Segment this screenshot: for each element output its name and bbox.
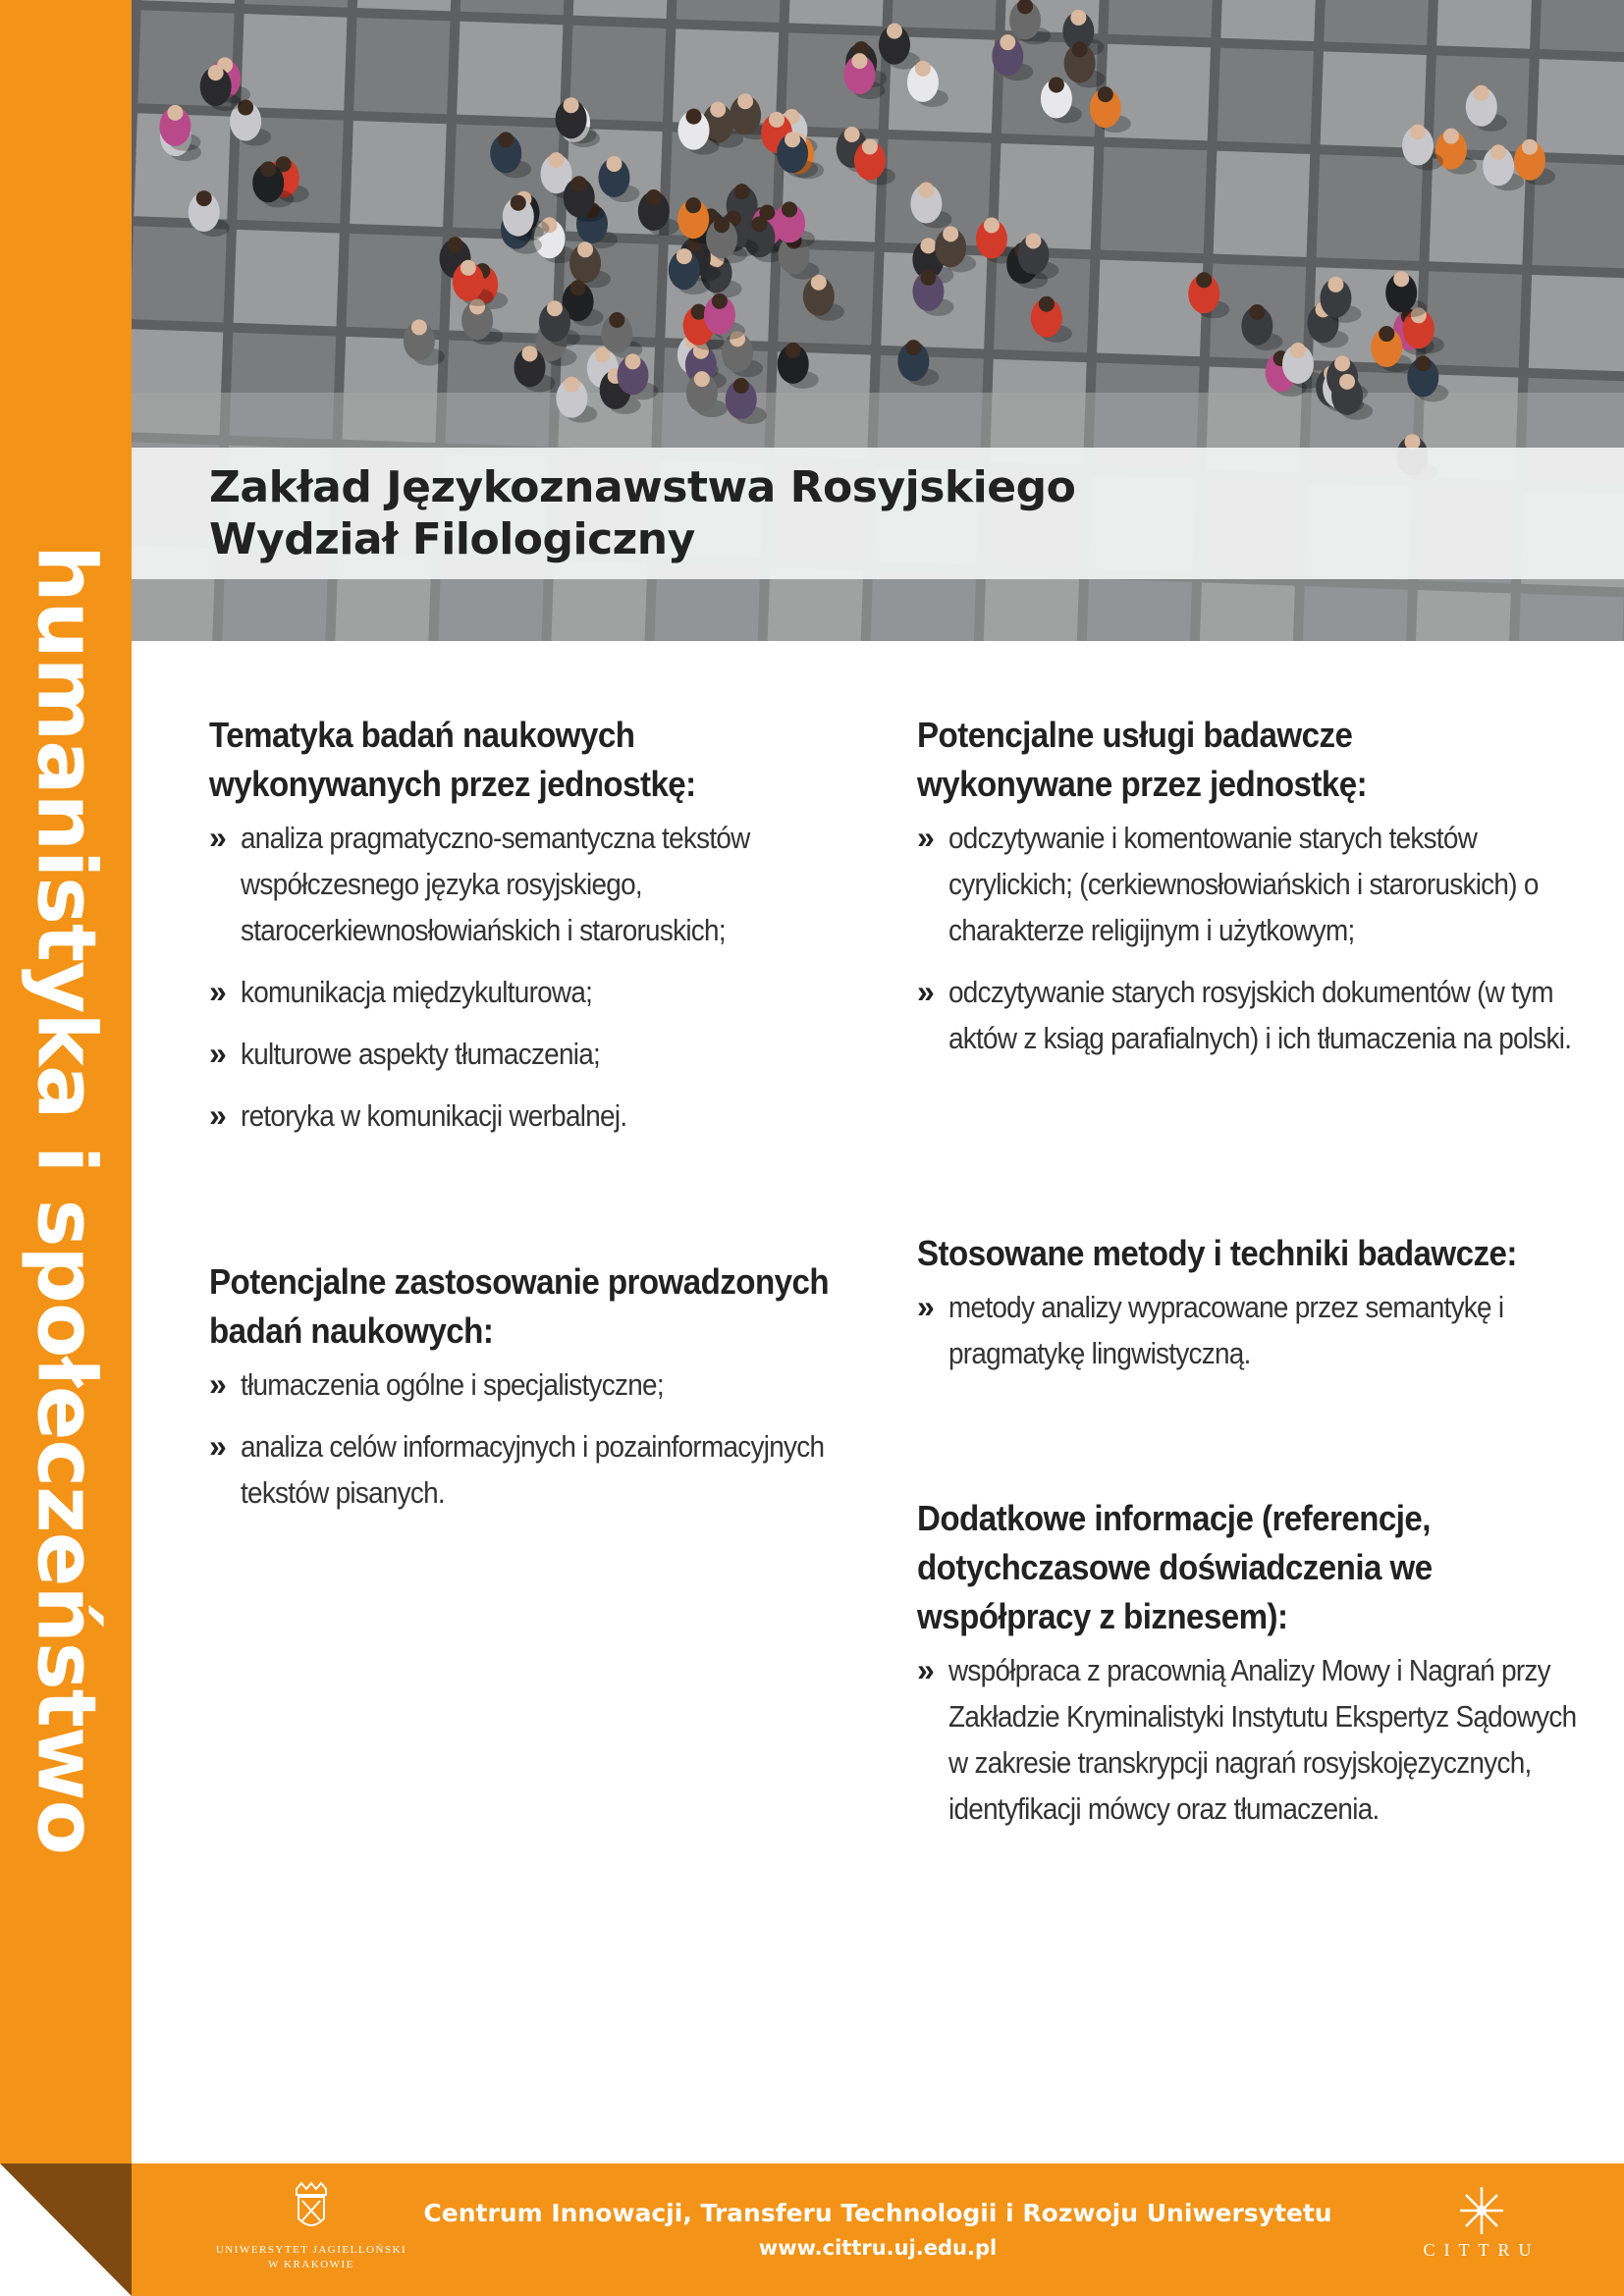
cittru-logo (1408, 2181, 1555, 2279)
section-heading: Tematyka badań naukowych wykonywanych przez jednostkę: (209, 715, 696, 804)
category-label: humanistyka i społeczeństwo (19, 545, 113, 1854)
section-heading: Stosowane metody i techniki badawcze: (917, 1233, 1517, 1273)
bullet-list (917, 815, 1585, 1061)
footer (132, 2163, 1624, 2296)
list-item: » metody analizy wypracowane przez semantykę i pragmatykę lingwistyczną. (917, 1289, 1504, 1370)
cittru-star-icon (1408, 2181, 1555, 2240)
list-item: » kulturowe aspekty tłumaczenia; (209, 1036, 601, 1071)
section-additional-info (917, 1494, 1585, 1847)
section-heading: Potencjalne zastosowanie prowadzonych badań naukowych: (209, 1261, 830, 1351)
list-item: » retoryka w komunikacji werbalnej. (209, 1097, 627, 1133)
section-methods (917, 1229, 1585, 1392)
footer-url[interactable]: www.cittru.uj.edu.pl (758, 2236, 998, 2260)
unit-name: Zakład Językoznawstwa Rosyjskiego (209, 462, 1076, 512)
bullet-list (209, 815, 896, 1139)
bullet-list (917, 1284, 1585, 1376)
list-item: » tłumaczenia ogólne i specjalistyczne; (209, 1366, 664, 1402)
section-applications (209, 1257, 896, 1531)
uj-logo-line2: W KRAKOWIE (268, 2259, 354, 2270)
list-item: » analiza pragmatyczno-semantyczna tekstów współczesnego języka rosyjskiego, starocerkiewnosłowiańskich i staroruskich; (209, 820, 750, 947)
uj-logo (208, 2181, 414, 2279)
list-item: » współpraca z pracownią Analizy Mowy i Nagrań przy Zakładzie Kryminalistyki Instytutu Ekspertyz Sądowych w zakresie transkrypcji nagrań rosyjskojęzycznych, identyfikacji mówcy oraz tłumaczenia. (917, 1652, 1577, 1826)
bullet-list (209, 1362, 896, 1516)
title-band (132, 448, 1624, 579)
uj-logo-line1: UNIWERSYTET JAGIELLOŃSKI (215, 2244, 407, 2256)
section-heading: Dodatkowe informacje (referencje, dotychczasowe doświadczenia we współpracy z biznesem): (917, 1498, 1433, 1636)
list-item: » analiza celów informacyjnych i pozainformacyjnych tekstów pisanych. (209, 1428, 825, 1510)
corner-triangle (0, 2163, 132, 2296)
category-sideband (0, 0, 132, 2163)
list-item: » komunikacja międzykulturowa; (209, 974, 593, 1009)
bullet-list (917, 1647, 1585, 1832)
list-item: » odczytywanie i komentowanie starych tekstów cyrylickich; (cerkiewnosłowiańskich i staroruskich) o charakterze religijnym i użytkowym; (917, 820, 1539, 947)
footer-title: Centrum Innowacji, Transferu Technologii i Rozwoju Uniwersytetu (423, 2199, 1332, 2227)
faculty-name: Wydział Filologiczny (209, 514, 695, 564)
list-item: » odczytywanie starych rosyjskich dokumentów (w tym aktów z ksiąg parafialnych) i ich tłumaczenia na polski. (917, 974, 1572, 1055)
section-research-services (917, 711, 1585, 1077)
section-research-topics (209, 711, 896, 1154)
section-heading: Potencjalne usługi badawcze wykonywane przez jednostkę: (917, 715, 1368, 804)
cittru-wordmark: CITTRU (1423, 2240, 1541, 2260)
